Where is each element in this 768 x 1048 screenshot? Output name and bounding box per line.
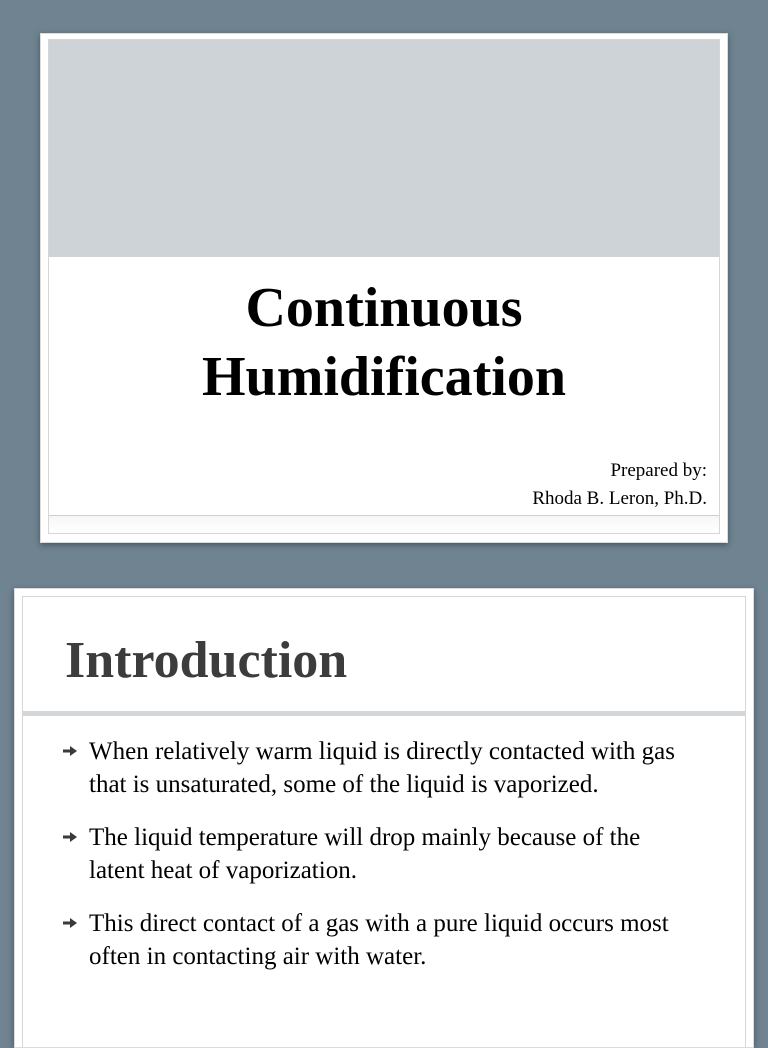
introduction-slide[interactable] — [14, 588, 754, 1048]
slide-footer-strip — [49, 515, 719, 533]
bullet-text: When relatively warm liquid is directly contacted with gas that is unsaturated, some of the liquid is vaporized. — [89, 738, 675, 798]
bullet-list — [55, 735, 695, 993]
arrow-bullet-icon — [63, 832, 77, 842]
author-name: Rhoda B. Leron, Ph.D. — [532, 488, 707, 509]
slide-heading: Introduction — [65, 632, 348, 689]
prepared-by-label: Prepared by: — [610, 460, 707, 481]
bullet-item — [55, 907, 695, 973]
author-block — [532, 457, 707, 513]
title-line-2: Humidification — [201, 346, 567, 408]
slide-title — [49, 274, 719, 412]
bullet-text: The liquid temperature will drop mainly because of the latent heat of vaporization. — [89, 824, 641, 884]
arrow-bullet-icon — [63, 746, 77, 756]
heading-divider — [23, 711, 745, 716]
title-line-1: Continuous — [245, 277, 523, 339]
bullet-item — [55, 821, 695, 887]
title-banner — [49, 40, 719, 257]
title-slide[interactable] — [40, 33, 728, 543]
arrow-bullet-icon — [63, 918, 77, 928]
bullet-item — [55, 735, 695, 801]
bullet-text: This direct contact of a gas with a pure liquid occurs most often in contacting air with water. — [89, 910, 669, 970]
